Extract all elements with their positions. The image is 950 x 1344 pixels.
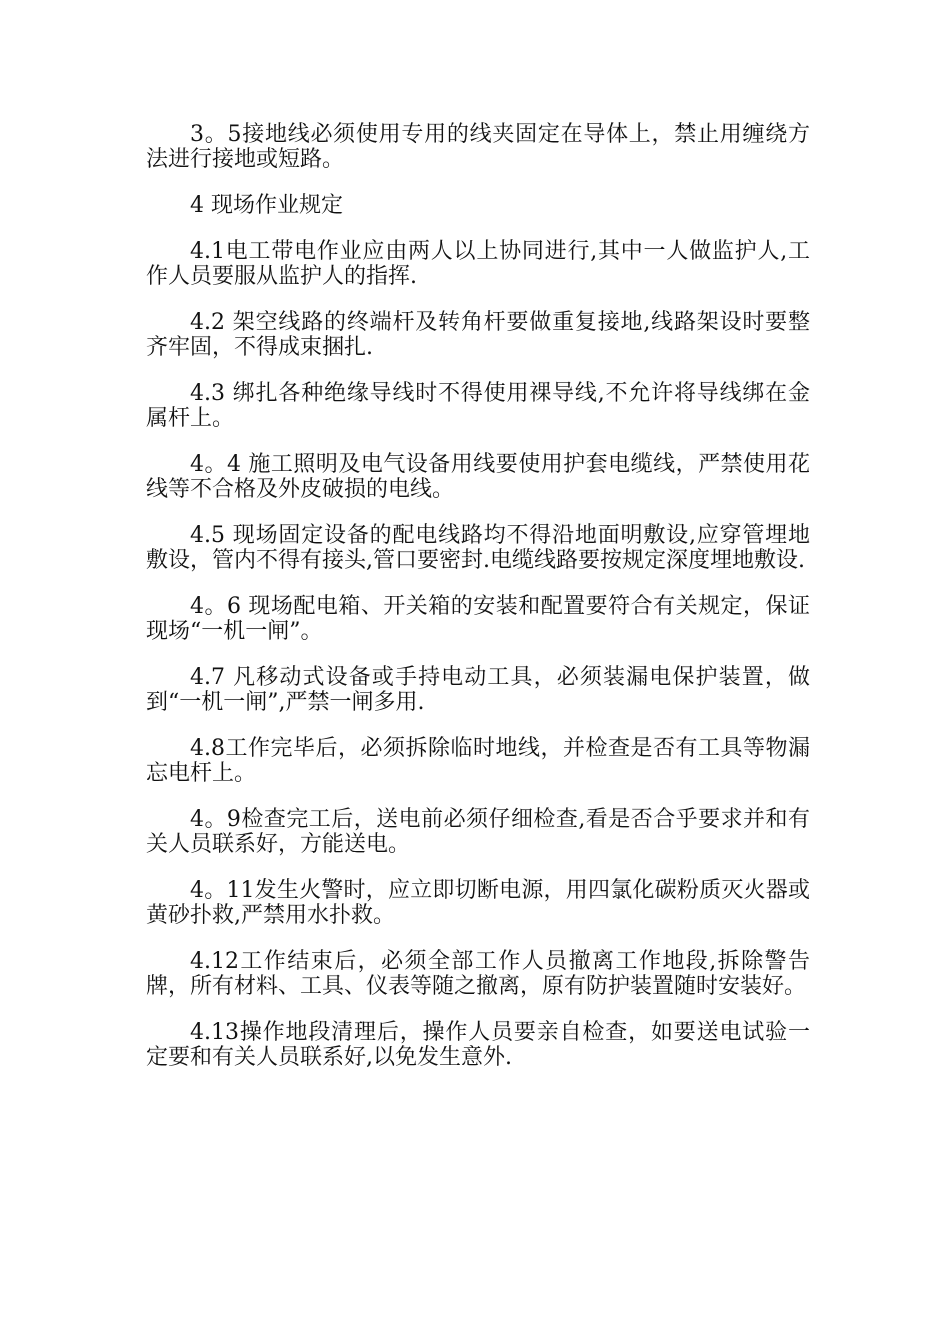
paragraph-4-6: 4。6 现场配电箱、开关箱的安装和配置要符合有关规定，保证现场“一机一闸”。 bbox=[146, 594, 810, 644]
paragraph-4-7: 4.7 凡移动式设备或手持电动工具，必须装漏电保护装置，做到“一机一闸”,严禁一闸多用. bbox=[146, 665, 810, 715]
section-heading-4: 4 现场作业规定 bbox=[190, 193, 343, 218]
paragraph-4-11: 4。11发生火警时，应立即切断电源，用四氯化碳粉质灭火器或黄砂扑救,严禁用水扑救。 bbox=[146, 878, 810, 928]
paragraph-4-13: 4.13操作地段清理后，操作人员要亲自检查，如要送电试验一定要和有关人员联系好,以免发生意外. bbox=[146, 1020, 810, 1070]
paragraph-4-4: 4。4 施工照明及电气设备用线要使用护套电缆线，严禁使用花线等不合格及外皮破损的电线。 bbox=[146, 452, 810, 502]
paragraph-4-5: 4.5 现场固定设备的配电线路均不得沿地面明敷设,应穿管埋地敷设，管内不得有接头,管口要密封.电缆线路要按规定深度埋地敷设. bbox=[146, 523, 810, 573]
paragraph-3-5: 3。5接地线必须使用专用的线夹固定在导体上，禁止用缠绕方法进行接地或短路。 bbox=[146, 122, 810, 172]
paragraph-4-8: 4.8工作完毕后，必须拆除临时地线，并检查是否有工具等物漏忘电杆上。 bbox=[146, 736, 810, 786]
paragraph-4-9: 4。9检查完工后，送电前必须仔细检查,看是否合乎要求并和有关人员联系好，方能送电。 bbox=[146, 807, 810, 857]
paragraph-4-12: 4.12工作结束后，必须全部工作人员撤离工作地段,拆除警告牌，所有材料、工具、仪表等随之撤离，原有防护装置随时安装好。 bbox=[146, 949, 810, 999]
document-body bbox=[146, 122, 810, 1091]
paragraph-4-1: 4.1电工带电作业应由两人以上协同进行,其中一人做监护人,工作人员要服从监护人的指挥. bbox=[146, 239, 810, 289]
paragraph-4-3: 4.3 绑扎各种绝缘导线时不得使用裸导线,不允许将导线绑在金属杆上。 bbox=[146, 381, 810, 431]
paragraph-4-2: 4.2 架空线路的终端杆及转角杆要做重复接地,线路架设时要整齐牢固，不得成束捆扎. bbox=[146, 310, 810, 360]
